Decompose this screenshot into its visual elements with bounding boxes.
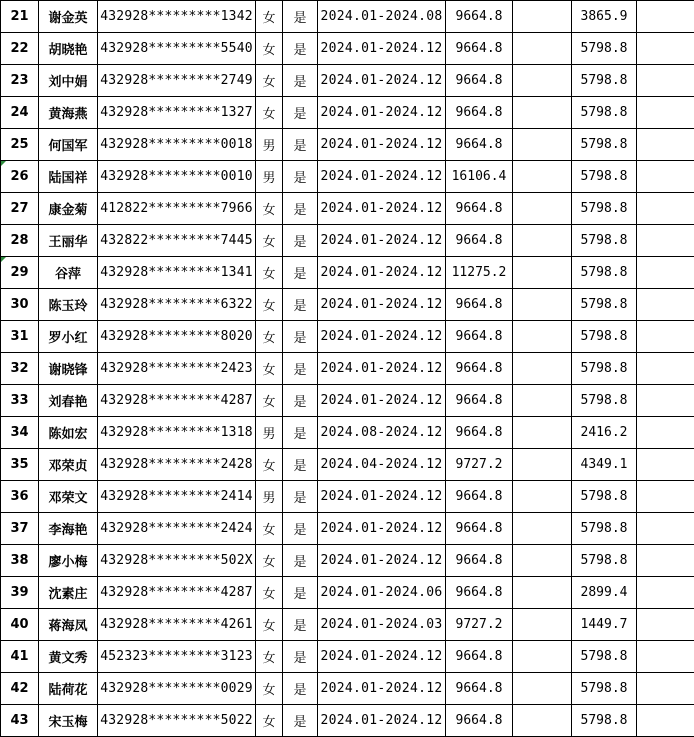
- amount-cell[interactable]: 9664.8: [446, 225, 513, 257]
- period-cell[interactable]: 2024.04-2024.12: [318, 449, 446, 481]
- row-number-cell[interactable]: 37: [1, 513, 39, 545]
- flag-cell[interactable]: 是: [283, 257, 318, 289]
- amount-cell[interactable]: 9664.8: [446, 129, 513, 161]
- id-number-cell[interactable]: 432928*********4287: [98, 385, 256, 417]
- table-row: [1, 97, 694, 129]
- flag-cell[interactable]: 是: [283, 65, 318, 97]
- row-number-cell[interactable]: 26: [1, 161, 39, 193]
- period-cell[interactable]: 2024.08-2024.12: [318, 417, 446, 449]
- empty-cell[interactable]: [513, 129, 572, 161]
- name-cell[interactable]: 陆荷花: [39, 673, 98, 705]
- row-number-cell[interactable]: 23: [1, 65, 39, 97]
- flag-cell[interactable]: 是: [283, 353, 318, 385]
- empty-cell[interactable]: [513, 1, 572, 33]
- empty-cell[interactable]: [637, 321, 694, 353]
- empty-cell[interactable]: [513, 385, 572, 417]
- subsidy-amount-cell[interactable]: 2416.2: [572, 417, 637, 449]
- gender-cell[interactable]: 女: [256, 545, 283, 577]
- flag-cell[interactable]: 是: [283, 97, 318, 129]
- name-cell[interactable]: 何国军: [39, 129, 98, 161]
- id-number-cell[interactable]: 432928*********502X: [98, 545, 256, 577]
- id-number-cell[interactable]: 432928*********1318: [98, 417, 256, 449]
- flag-cell[interactable]: 是: [283, 33, 318, 65]
- row-number-cell[interactable]: 22: [1, 33, 39, 65]
- flag-cell[interactable]: 是: [283, 193, 318, 225]
- empty-cell[interactable]: [637, 353, 694, 385]
- row-number-cell[interactable]: 40: [1, 609, 39, 641]
- subsidy-amount-cell[interactable]: 3865.9: [572, 1, 637, 33]
- empty-cell[interactable]: [637, 129, 694, 161]
- name-cell[interactable]: 罗小红: [39, 321, 98, 353]
- table-row: [1, 417, 694, 449]
- period-cell[interactable]: 2024.01-2024.12: [318, 65, 446, 97]
- period-cell[interactable]: 2024.01-2024.12: [318, 545, 446, 577]
- row-number-cell[interactable]: 27: [1, 193, 39, 225]
- flag-cell[interactable]: 是: [283, 513, 318, 545]
- flag-cell[interactable]: 是: [283, 225, 318, 257]
- period-cell[interactable]: 2024.01-2024.12: [318, 321, 446, 353]
- gender-cell[interactable]: 女: [256, 673, 283, 705]
- amount-cell[interactable]: 9664.8: [446, 321, 513, 353]
- flag-cell[interactable]: 是: [283, 545, 318, 577]
- row-number-cell[interactable]: 31: [1, 321, 39, 353]
- table-row: [1, 321, 694, 353]
- amount-cell[interactable]: 9727.2: [446, 609, 513, 641]
- period-cell[interactable]: 2024.01-2024.12: [318, 225, 446, 257]
- name-cell[interactable]: 邓荣贞: [39, 449, 98, 481]
- gender-cell[interactable]: 女: [256, 609, 283, 641]
- id-number-cell[interactable]: 432928*********2424: [98, 513, 256, 545]
- period-cell[interactable]: 2024.01-2024.12: [318, 257, 446, 289]
- empty-cell[interactable]: [513, 33, 572, 65]
- empty-cell[interactable]: [637, 417, 694, 449]
- row-number-cell[interactable]: 43: [1, 705, 39, 737]
- flag-cell[interactable]: 是: [283, 577, 318, 609]
- gender-cell[interactable]: 男: [256, 129, 283, 161]
- empty-cell[interactable]: [637, 289, 694, 321]
- empty-cell[interactable]: [637, 257, 694, 289]
- period-cell[interactable]: 2024.01-2024.12: [318, 193, 446, 225]
- table-row: [1, 641, 694, 673]
- table-row: [1, 673, 694, 705]
- amount-cell[interactable]: 9664.8: [446, 1, 513, 33]
- amount-cell[interactable]: 9664.8: [446, 65, 513, 97]
- empty-cell[interactable]: [637, 577, 694, 609]
- gender-cell[interactable]: 女: [256, 257, 283, 289]
- empty-cell[interactable]: [513, 705, 572, 737]
- empty-cell[interactable]: [513, 545, 572, 577]
- flag-cell[interactable]: 是: [283, 417, 318, 449]
- subsidy-amount-cell[interactable]: 5798.8: [572, 321, 637, 353]
- row-number-cell[interactable]: 38: [1, 545, 39, 577]
- subsidy-amount-cell[interactable]: 5798.8: [572, 97, 637, 129]
- period-cell[interactable]: 2024.01-2024.12: [318, 97, 446, 129]
- empty-cell[interactable]: [637, 673, 694, 705]
- empty-cell[interactable]: [513, 257, 572, 289]
- table-row: [1, 545, 694, 577]
- id-number-cell[interactable]: 432928*********0029: [98, 673, 256, 705]
- empty-cell[interactable]: [513, 641, 572, 673]
- id-number-cell[interactable]: 432928*********1341: [98, 257, 256, 289]
- name-cell[interactable]: 廖小梅: [39, 545, 98, 577]
- subsidy-amount-cell[interactable]: 5798.8: [572, 481, 637, 513]
- period-cell[interactable]: 2024.01-2024.08: [318, 1, 446, 33]
- id-number-cell[interactable]: 432928*********8020: [98, 321, 256, 353]
- table-row: [1, 385, 694, 417]
- name-cell[interactable]: 谢金英: [39, 1, 98, 33]
- subsidy-amount-cell[interactable]: 5798.8: [572, 33, 637, 65]
- empty-cell[interactable]: [637, 609, 694, 641]
- empty-cell[interactable]: [513, 577, 572, 609]
- row-number-cell[interactable]: 33: [1, 385, 39, 417]
- empty-cell[interactable]: [637, 1, 694, 33]
- id-number-cell[interactable]: 432928*********4287: [98, 577, 256, 609]
- amount-cell[interactable]: 9664.8: [446, 577, 513, 609]
- gender-cell[interactable]: 女: [256, 289, 283, 321]
- name-cell[interactable]: 胡晓艳: [39, 33, 98, 65]
- row-number-cell[interactable]: 41: [1, 641, 39, 673]
- id-number-cell[interactable]: 432928*********5540: [98, 33, 256, 65]
- name-cell[interactable]: 陆国祥: [39, 161, 98, 193]
- empty-cell[interactable]: [513, 481, 572, 513]
- flag-cell[interactable]: 是: [283, 1, 318, 33]
- row-number-cell[interactable]: 30: [1, 289, 39, 321]
- table-row: [1, 705, 694, 737]
- flag-cell[interactable]: 是: [283, 385, 318, 417]
- empty-cell[interactable]: [637, 225, 694, 257]
- table-row: [1, 257, 694, 289]
- amount-cell[interactable]: 9664.8: [446, 545, 513, 577]
- name-cell[interactable]: 邓荣文: [39, 481, 98, 513]
- empty-cell[interactable]: [513, 353, 572, 385]
- name-cell[interactable]: 谢晓锋: [39, 353, 98, 385]
- table-row: [1, 289, 694, 321]
- id-number-cell[interactable]: 432928*********6322: [98, 289, 256, 321]
- subsidy-amount-cell[interactable]: 5798.8: [572, 257, 637, 289]
- gender-cell[interactable]: 女: [256, 1, 283, 33]
- id-number-cell[interactable]: 432928*********2423: [98, 353, 256, 385]
- id-number-cell[interactable]: 412822*********7966: [98, 193, 256, 225]
- period-cell[interactable]: 2024.01-2024.12: [318, 705, 446, 737]
- gender-cell[interactable]: 女: [256, 353, 283, 385]
- table-row: [1, 513, 694, 545]
- amount-cell[interactable]: 9664.8: [446, 193, 513, 225]
- subsidy-amount-cell[interactable]: 5798.8: [572, 225, 637, 257]
- table-row: [1, 353, 694, 385]
- table-row: [1, 449, 694, 481]
- empty-cell[interactable]: [513, 417, 572, 449]
- gender-cell[interactable]: 男: [256, 161, 283, 193]
- table-row: [1, 129, 694, 161]
- table-row: [1, 225, 694, 257]
- row-number-cell[interactable]: 32: [1, 353, 39, 385]
- amount-cell[interactable]: 9664.8: [446, 97, 513, 129]
- flag-cell[interactable]: 是: [283, 161, 318, 193]
- period-cell[interactable]: 2024.01-2024.12: [318, 385, 446, 417]
- gender-cell[interactable]: 男: [256, 481, 283, 513]
- gender-cell[interactable]: 女: [256, 97, 283, 129]
- name-cell[interactable]: 陈如宏: [39, 417, 98, 449]
- row-number-cell[interactable]: 24: [1, 97, 39, 129]
- table-row: [1, 577, 694, 609]
- gender-cell[interactable]: 女: [256, 65, 283, 97]
- empty-cell[interactable]: [637, 513, 694, 545]
- subsidy-amount-cell[interactable]: 5798.8: [572, 129, 637, 161]
- empty-cell[interactable]: [513, 65, 572, 97]
- period-cell[interactable]: 2024.01-2024.12: [318, 481, 446, 513]
- period-cell[interactable]: 2024.01-2024.12: [318, 513, 446, 545]
- gender-cell[interactable]: 女: [256, 513, 283, 545]
- table-row: [1, 1, 694, 33]
- empty-cell[interactable]: [637, 481, 694, 513]
- amount-cell[interactable]: 9664.8: [446, 673, 513, 705]
- gender-cell[interactable]: 女: [256, 225, 283, 257]
- row-number-cell[interactable]: 39: [1, 577, 39, 609]
- name-cell[interactable]: 黄海燕: [39, 97, 98, 129]
- flag-cell[interactable]: 是: [283, 481, 318, 513]
- empty-cell[interactable]: [637, 449, 694, 481]
- flag-cell[interactable]: 是: [283, 673, 318, 705]
- amount-cell[interactable]: 9664.8: [446, 481, 513, 513]
- subsidy-amount-cell[interactable]: 5798.8: [572, 673, 637, 705]
- name-cell[interactable]: 谷萍: [39, 257, 98, 289]
- amount-cell[interactable]: 9664.8: [446, 417, 513, 449]
- subsidy-amount-cell[interactable]: 5798.8: [572, 193, 637, 225]
- amount-cell[interactable]: 11275.2: [446, 257, 513, 289]
- table-row: [1, 193, 694, 225]
- id-number-cell[interactable]: 432928*********2749: [98, 65, 256, 97]
- subsidy-amount-cell[interactable]: 1449.7: [572, 609, 637, 641]
- name-cell[interactable]: 刘春艳: [39, 385, 98, 417]
- empty-cell[interactable]: [513, 449, 572, 481]
- name-cell[interactable]: 陈玉玲: [39, 289, 98, 321]
- name-cell[interactable]: 沈素庄: [39, 577, 98, 609]
- row-number-cell[interactable]: 42: [1, 673, 39, 705]
- subsidy-amount-cell[interactable]: 5798.8: [572, 705, 637, 737]
- gender-cell[interactable]: 女: [256, 705, 283, 737]
- amount-cell[interactable]: 16106.4: [446, 161, 513, 193]
- period-cell[interactable]: 2024.01-2024.12: [318, 161, 446, 193]
- row-number-cell[interactable]: 34: [1, 417, 39, 449]
- table-row: [1, 161, 694, 193]
- subsidy-amount-cell[interactable]: 5798.8: [572, 161, 637, 193]
- id-number-cell[interactable]: 432928*********5022: [98, 705, 256, 737]
- flag-cell[interactable]: 是: [283, 609, 318, 641]
- name-cell[interactable]: 宋玉梅: [39, 705, 98, 737]
- amount-cell[interactable]: 9664.8: [446, 705, 513, 737]
- period-cell[interactable]: 2024.01-2024.12: [318, 641, 446, 673]
- id-number-cell[interactable]: 432928*********1342: [98, 1, 256, 33]
- gender-cell[interactable]: 女: [256, 577, 283, 609]
- row-number-cell[interactable]: 21: [1, 1, 39, 33]
- flag-cell[interactable]: 是: [283, 289, 318, 321]
- id-number-cell[interactable]: 432928*********4261: [98, 609, 256, 641]
- period-cell[interactable]: 2024.01-2024.03: [318, 609, 446, 641]
- empty-cell[interactable]: [513, 289, 572, 321]
- table-row: [1, 609, 694, 641]
- row-number-cell[interactable]: 25: [1, 129, 39, 161]
- subsidy-amount-cell[interactable]: 4349.1: [572, 449, 637, 481]
- subsidy-amount-cell[interactable]: 2899.4: [572, 577, 637, 609]
- flag-cell[interactable]: 是: [283, 641, 318, 673]
- amount-cell[interactable]: 9664.8: [446, 641, 513, 673]
- row-number-cell[interactable]: 36: [1, 481, 39, 513]
- row-number-cell[interactable]: 35: [1, 449, 39, 481]
- empty-cell[interactable]: [637, 65, 694, 97]
- name-cell[interactable]: 李海艳: [39, 513, 98, 545]
- gender-cell[interactable]: 女: [256, 385, 283, 417]
- table-row: [1, 33, 694, 65]
- gender-cell[interactable]: 女: [256, 321, 283, 353]
- empty-cell[interactable]: [513, 225, 572, 257]
- amount-cell[interactable]: 9664.8: [446, 289, 513, 321]
- gender-cell[interactable]: 女: [256, 641, 283, 673]
- id-number-cell[interactable]: 452323*********3123: [98, 641, 256, 673]
- empty-cell[interactable]: [637, 97, 694, 129]
- empty-cell[interactable]: [637, 161, 694, 193]
- row-number-cell[interactable]: 29: [1, 257, 39, 289]
- empty-cell[interactable]: [637, 705, 694, 737]
- empty-cell[interactable]: [513, 193, 572, 225]
- name-cell[interactable]: 蒋海凤: [39, 609, 98, 641]
- subsidy-amount-cell[interactable]: 5798.8: [572, 353, 637, 385]
- amount-cell[interactable]: 9664.8: [446, 33, 513, 65]
- empty-cell[interactable]: [513, 513, 572, 545]
- empty-cell[interactable]: [513, 161, 572, 193]
- period-cell[interactable]: 2024.01-2024.12: [318, 353, 446, 385]
- gender-cell[interactable]: 女: [256, 33, 283, 65]
- gender-cell[interactable]: 男: [256, 417, 283, 449]
- empty-cell[interactable]: [513, 673, 572, 705]
- table-row: [1, 65, 694, 97]
- empty-cell[interactable]: [637, 33, 694, 65]
- empty-cell[interactable]: [637, 193, 694, 225]
- amount-cell[interactable]: 9727.2: [446, 449, 513, 481]
- gender-cell[interactable]: 女: [256, 193, 283, 225]
- amount-cell[interactable]: 9664.8: [446, 385, 513, 417]
- empty-cell[interactable]: [637, 545, 694, 577]
- id-number-cell[interactable]: 432928*********0010: [98, 161, 256, 193]
- amount-cell[interactable]: 9664.8: [446, 513, 513, 545]
- id-number-cell[interactable]: 432928*********2414: [98, 481, 256, 513]
- id-number-cell[interactable]: 432822*********7445: [98, 225, 256, 257]
- gender-cell[interactable]: 女: [256, 449, 283, 481]
- flag-cell[interactable]: 是: [283, 705, 318, 737]
- period-cell[interactable]: 2024.01-2024.12: [318, 33, 446, 65]
- name-cell[interactable]: 黄文秀: [39, 641, 98, 673]
- id-number-cell[interactable]: 432928*********2428: [98, 449, 256, 481]
- subsidy-amount-cell[interactable]: 5798.8: [572, 289, 637, 321]
- subsidy-amount-cell[interactable]: 5798.8: [572, 513, 637, 545]
- period-cell[interactable]: 2024.01-2024.12: [318, 289, 446, 321]
- amount-cell[interactable]: 9664.8: [446, 353, 513, 385]
- subsidy-amount-cell[interactable]: 5798.8: [572, 385, 637, 417]
- subsidy-amount-cell[interactable]: 5798.8: [572, 545, 637, 577]
- period-cell[interactable]: 2024.01-2024.12: [318, 673, 446, 705]
- table-row: [1, 481, 694, 513]
- name-cell[interactable]: 王丽华: [39, 225, 98, 257]
- subsidy-amount-cell[interactable]: 5798.8: [572, 65, 637, 97]
- name-cell[interactable]: 康金菊: [39, 193, 98, 225]
- period-cell[interactable]: 2024.01-2024.06: [318, 577, 446, 609]
- empty-cell[interactable]: [513, 321, 572, 353]
- subsidy-amount-cell[interactable]: 5798.8: [572, 641, 637, 673]
- flag-cell[interactable]: 是: [283, 321, 318, 353]
- id-number-cell[interactable]: 432928*********1327: [98, 97, 256, 129]
- id-number-cell[interactable]: 432928*********0018: [98, 129, 256, 161]
- empty-cell[interactable]: [637, 385, 694, 417]
- empty-cell[interactable]: [513, 97, 572, 129]
- row-number-cell[interactable]: 28: [1, 225, 39, 257]
- name-cell[interactable]: 刘中娟: [39, 65, 98, 97]
- empty-cell[interactable]: [637, 641, 694, 673]
- flag-cell[interactable]: 是: [283, 129, 318, 161]
- period-cell[interactable]: 2024.01-2024.12: [318, 129, 446, 161]
- flag-cell[interactable]: 是: [283, 449, 318, 481]
- empty-cell[interactable]: [513, 609, 572, 641]
